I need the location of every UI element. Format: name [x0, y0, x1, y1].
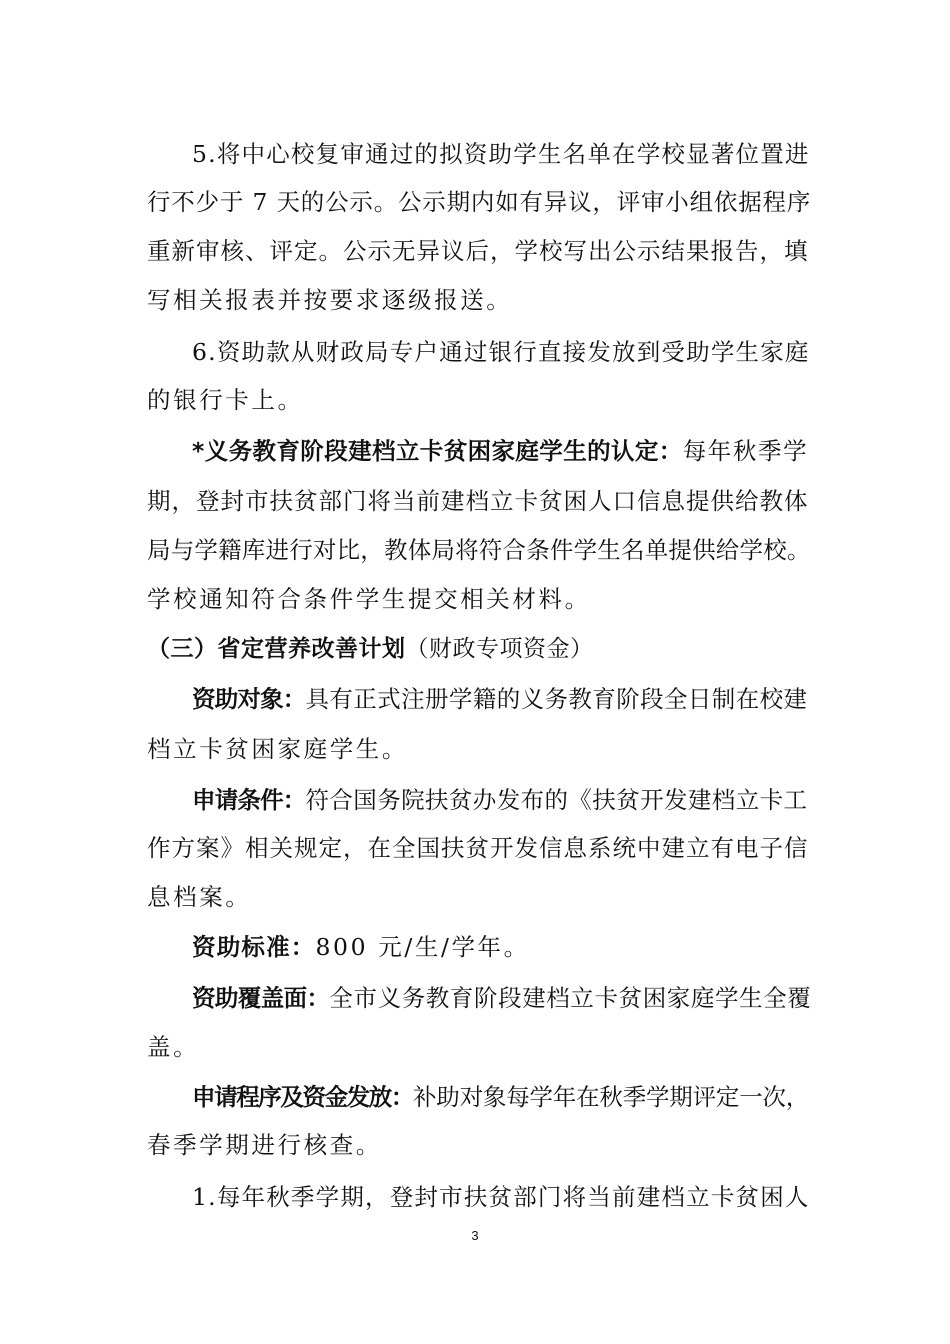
- conditions-text: 符合国务院扶贫办发布的《扶贫开发建档立卡工: [305, 786, 808, 814]
- procedure-label: 申请程序及资金发放：: [192, 1083, 413, 1111]
- procedure-line-2: 春季学期进行核查。: [147, 1131, 382, 1159]
- standard-line-1: [192, 931, 807, 963]
- coverage-label: 资助覆盖面：: [192, 984, 330, 1012]
- paragraph-5-line-1: 5.将中心校复审通过的拟资助学生名单在学校显著位置进: [192, 140, 810, 168]
- paragraph-1-line-1: 1.每年秋季学期，登封市扶贫部门将当前建档立卡贫困人: [192, 1183, 810, 1211]
- standard-text: 800 元/生/学年。: [315, 933, 530, 961]
- coverage-line-2: 盖。: [147, 1033, 200, 1061]
- page-number: 3: [471, 1228, 479, 1243]
- section-heading-title: （三）省定营养改善计划: [147, 636, 406, 662]
- conditions-line-2: 作方案》相关规定，在全国扶贫开发信息系统中建立有电子信: [147, 834, 809, 862]
- note-line-3: 局与学籍库进行对比，教体局将符合条件学生名单提供给学校。: [147, 536, 811, 564]
- procedure-line-1: [192, 1081, 810, 1113]
- target-label: 资助对象：: [192, 685, 306, 713]
- note-text: 每年秋季学: [682, 437, 809, 465]
- section-heading-note: （财政专项资金）: [405, 636, 594, 662]
- target-line-2: 档立卡贫困家庭学生。: [147, 735, 408, 763]
- conditions-line-1: [192, 784, 807, 816]
- standard-label: 资助标准：: [192, 933, 316, 961]
- target-text: 具有正式注册学籍的义务教育阶段全日制在校建: [305, 685, 808, 713]
- note-line-4: 学校通知符合条件学生提交相关材料。: [147, 585, 591, 613]
- section-heading: [147, 633, 594, 665]
- coverage-text: 全市义务教育阶段建档立卡贫困家庭学生全覆: [329, 984, 812, 1012]
- paragraph-5-line-2: 行不少于 7 天的公示。公示期内如有异议，评审小组依据程序: [147, 188, 812, 216]
- coverage-line-1: [192, 982, 812, 1014]
- paragraph-6-line-2: 的银行卡上。: [147, 386, 304, 414]
- conditions-label: 申请条件：: [192, 786, 306, 814]
- note-line-2: 期，登封市扶贫部门将当前建档立卡贫困人口信息提供给教体: [147, 487, 809, 515]
- paragraph-5-line-4: 写相关报表并按要求逐级报送。: [147, 286, 513, 314]
- paragraph-5-line-3: 重新审核、评定。公示无异议后，学校写出公示结果报告，填: [147, 237, 809, 265]
- procedure-text: 补助对象每学年在秋季学期评定一次，: [413, 1083, 810, 1111]
- paragraph-6-line-1: 6.资助款从财政局专户通过银行直接发放到受助学生家庭: [192, 338, 810, 366]
- note-line-1: [192, 435, 807, 467]
- conditions-line-3: 息档案。: [147, 883, 252, 911]
- note-label: *义务教育阶段建档立卡贫困家庭学生的认定：: [192, 437, 683, 465]
- target-line-1: [192, 683, 807, 715]
